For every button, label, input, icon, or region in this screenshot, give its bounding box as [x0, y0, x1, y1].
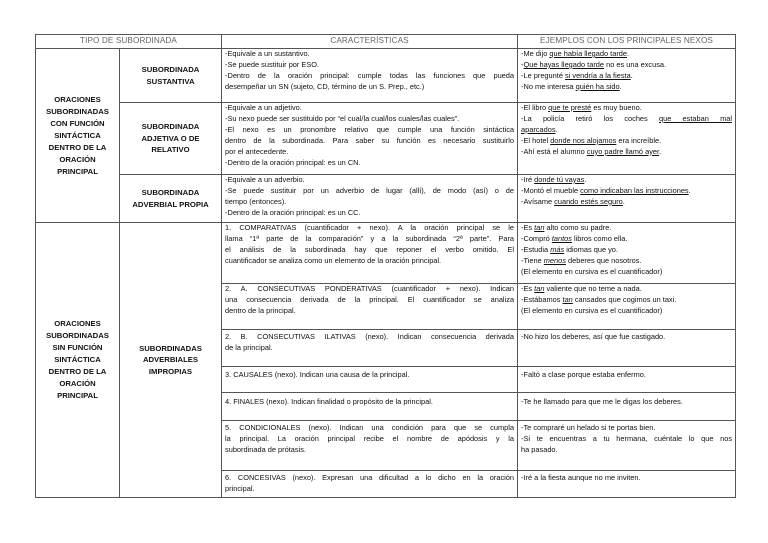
- car-adverbial-propia: [222, 175, 518, 223]
- car-line: 5. CONDICIONALES (nexo). Indican una condición para que se cumpla: [225, 423, 515, 432]
- car-line: dentro de la principal.: [225, 305, 296, 315]
- group-line: CON FUNCIÓN: [50, 118, 105, 128]
- header-row: [36, 35, 736, 49]
- example-line: -Avísame cuando estés seguro.: [521, 196, 625, 206]
- example-line: -Le pregunté si vendría a la fiesta.: [521, 70, 633, 80]
- example-line: -Te he llamado para que me le digas los deberes.: [521, 397, 683, 406]
- car-consecutivas-ponderativas: [222, 284, 518, 330]
- car-line: principal.: [225, 483, 255, 493]
- example-line: -No hizo los deberes, así que fue castigado.: [521, 332, 666, 341]
- ex-causales: [518, 367, 736, 393]
- group-line: DENTRO DE LA: [48, 142, 107, 152]
- type-line: IMPROPIAS: [148, 366, 193, 376]
- car-line: -Dentro de la oración principal: es un CN.: [225, 157, 361, 167]
- type-line: ADVERBIALES: [142, 355, 199, 365]
- type-adverbiales-impropias: [120, 223, 222, 498]
- car-line: subordinada de prótasis.: [225, 444, 306, 454]
- ex-consecutivas-ponderativas: [518, 284, 736, 330]
- example-note: (El elemento en cursiva es el cuantificador): [521, 266, 663, 276]
- group-line: ORACIÓN: [59, 379, 96, 388]
- header-ejemplos: EJEMPLOS CON LOS PRINCIPALES NEXOS: [518, 35, 736, 49]
- group-line: ORACIÓN: [59, 154, 96, 164]
- group-line: SUBORDINADAS: [46, 331, 109, 340]
- example-line: -Me dijo que había llegado tarde.: [521, 49, 630, 58]
- car-line: 1. COMPARATIVAS (cuantificador + nexo). A la oración principal se le: [225, 223, 515, 232]
- type-adverbial-propia: [120, 175, 222, 223]
- type-line: ADVERBIAL PROPIA: [132, 199, 209, 209]
- row-comparativas: [36, 223, 736, 284]
- example-line: ha pasado.: [521, 444, 558, 454]
- car-line: -El nexo es un pronombre relativo que cumple una función sintáctica: [225, 124, 515, 134]
- example-line: -Montó el mueble como indicaban las instrucciones.: [521, 185, 691, 195]
- car-line: 3. CAUSALES (nexo). Indican una causa de la principal.: [225, 370, 410, 379]
- example-line: -Que hayas llegado tarde no es una excusa.: [521, 59, 667, 69]
- car-line: -Su nexo puede ser sustituido por “el cual/la cual/los cuales/las cuales”.: [225, 113, 460, 123]
- subordinate-clauses-table: [35, 34, 735, 498]
- group-con-funcion: [36, 49, 120, 223]
- car-line: cuantificador se analiza como un elemento de la oración principal.: [225, 255, 442, 265]
- car-line: -Equivale a un adjetivo.: [225, 103, 302, 112]
- ex-adverbial-propia: [518, 175, 736, 223]
- car-line: -Dentro de la oración principal: cumple todas las funciones que pueda: [225, 70, 515, 80]
- car-line: la principal. La oración principal recibe el nombre de apódosis y la: [225, 433, 515, 443]
- example-line: -Faltó a clase porque estaba enfermo.: [521, 370, 646, 379]
- car-sustantiva: [222, 49, 518, 103]
- car-adjetiva: [222, 103, 518, 175]
- example-line: -Compró tantos libros como ella.: [521, 233, 628, 243]
- car-line: llama “1ª parte de la comparación” y a la subordinada “2ª parte”. Para: [225, 233, 515, 243]
- car-condicionales: [222, 421, 518, 471]
- group-line: DENTRO DE LA: [48, 367, 107, 376]
- car-line: 2. A. CONSECUTIVAS PONDERATIVAS (cuantificador + nexo). Indican: [225, 284, 515, 293]
- example-line: -Es tan alto como su padre.: [521, 223, 612, 232]
- header-caracteristicas: CARACTERÍSTICAS: [222, 35, 518, 49]
- example-line: -Te compraré un helado si te portas bien.: [521, 423, 656, 432]
- car-comparativas: [222, 223, 518, 284]
- ex-condicionales: [518, 421, 736, 471]
- car-line: 4. FINALES (nexo). Indican finalidad o propósito de la principal.: [225, 397, 433, 406]
- type-line: SUBORDINADA: [141, 122, 200, 132]
- example-line: -Estábamos tan cansados que cogimos un taxi.: [521, 294, 677, 304]
- car-line: dentro de la subordinada. Para saber su función es necesario sustituirlo: [225, 135, 515, 145]
- example-line: -La policía retiró los coches que estaban mal: [521, 113, 733, 123]
- group-line: SINTÁCTICA: [54, 355, 101, 364]
- ex-concesivas: [518, 471, 736, 498]
- type-line: ADJETIVA O DE: [141, 133, 200, 143]
- type-line: SUSTANTIVA: [146, 76, 195, 86]
- row-adverbial-propia: [36, 175, 736, 223]
- car-line: por el antecedente.: [225, 146, 289, 156]
- example-note: (El elemento en cursiva es el cuantificador): [521, 305, 663, 315]
- type-line: RELATIVO: [151, 145, 190, 155]
- car-line: el análisis de la subordinada hay que reponer el verbo omitido. El: [225, 244, 515, 254]
- car-line: desempeñar un SN (sujeto, CD, término de un S. Prep., etc.): [225, 81, 425, 91]
- group-line: PRINCIPAL: [57, 166, 98, 176]
- group-sin-funcion: [36, 223, 120, 498]
- example-line: -El hotel donde nos alojamos era increíble.: [521, 135, 662, 145]
- ex-adjetiva: [518, 103, 736, 175]
- car-line: una consecuencia derivada de la principal. El cuantificador se analiza: [225, 294, 515, 304]
- type-sustantiva: [120, 49, 222, 103]
- group-line: SUBORDINADAS: [46, 106, 109, 116]
- example-line: -Es tan valiente que no teme a nada.: [521, 284, 642, 293]
- example-line: -Iré donde tú vayas.: [521, 175, 587, 184]
- group-line: SINTÁCTICA: [54, 130, 101, 140]
- car-line: -Dentro de la oración principal: es un CC.: [225, 207, 361, 217]
- example-line: -Si te encuentras a tu hermana, cuéntale lo que nos: [521, 433, 733, 443]
- ex-consecutivas-ilativas: [518, 330, 736, 367]
- example-line: -No me interesa quién ha sido.: [521, 81, 622, 91]
- car-line: 2. B. CONSECUTIVAS ILATIVAS (nexo). Indican consecuencia derivada: [225, 332, 515, 341]
- group-line: PRINCIPAL: [57, 391, 98, 400]
- group-line: SIN FUNCIÓN: [52, 343, 103, 352]
- car-concesivas: [222, 471, 518, 498]
- ex-sustantiva: [518, 49, 736, 103]
- row-sustantiva: [36, 49, 736, 103]
- car-consecutivas-ilativas: [222, 330, 518, 367]
- car-line: -Equivale a un sustantivo.: [225, 49, 310, 58]
- group-line: ORACIONES: [54, 94, 101, 104]
- car-causales: [222, 367, 518, 393]
- group-line: ORACIONES: [54, 319, 101, 328]
- car-line: -Equivale a un adverbio.: [225, 175, 305, 184]
- car-line: -Se puede sustituir por un adverbio de lugar (allí), de modo (así) o de: [225, 185, 515, 195]
- example-line: -El libro que te presté es muy bueno.: [521, 103, 642, 112]
- header-tipo: TIPO DE SUBORDINADA: [36, 35, 222, 49]
- example-line: -Iré a la fiesta aunque no me inviten.: [521, 473, 641, 482]
- row-adjetiva: [36, 103, 736, 175]
- car-line: de la principal.: [225, 342, 273, 352]
- ex-comparativas: [518, 223, 736, 284]
- example-line: -Tiene menos deberes que nosotros.: [521, 255, 642, 265]
- type-line: SUBORDINADAS: [139, 343, 202, 353]
- car-line: tiempo (entonces).: [225, 196, 287, 206]
- type-line: SUBORDINADA: [141, 188, 200, 197]
- example-line: -Ahí está el alumno cuyo padre llamó ayer.: [521, 146, 662, 156]
- type-line: SUBORDINADA: [141, 65, 200, 74]
- example-line: -Estudia más idiomas que yo.: [521, 244, 618, 254]
- ex-finales: [518, 393, 736, 421]
- type-adjetiva: [120, 103, 222, 175]
- car-line: 6. CONCESIVAS (nexo). Expresan una dificultad a lo dicho en la oración: [225, 473, 515, 482]
- example-line: aparcados.: [521, 124, 558, 134]
- car-line: -Se puede sustituir por ESO.: [225, 59, 320, 69]
- car-finales: [222, 393, 518, 421]
